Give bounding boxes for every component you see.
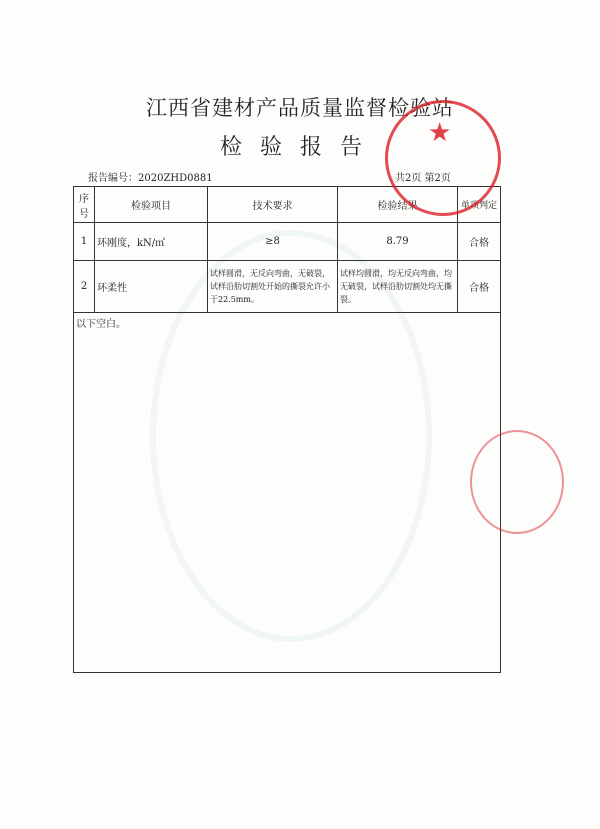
report-number: 报告编号：2020ZHD0881	[88, 173, 213, 184]
table-row	[74, 261, 501, 313]
row-no: 1	[74, 223, 95, 261]
results-table	[73, 186, 501, 673]
page-count: 共2页 第2页	[395, 173, 451, 184]
header-item: 检验项目	[95, 187, 208, 223]
row-result: 8.79	[338, 223, 458, 261]
official-seal	[385, 100, 501, 216]
row-result: 试样均圆滑，均无反向弯曲，均无破裂，试样沿肋切割处均无撕裂。	[338, 261, 458, 313]
table-row	[74, 223, 501, 261]
header-req: 技术要求	[208, 187, 338, 223]
blank-note: 以下空白。	[74, 313, 501, 673]
org-title: 江西省建材产品质量监督检验站	[146, 96, 454, 120]
header-result: 检验结果	[338, 187, 458, 223]
blank-row	[74, 313, 501, 673]
doc-title: 检验报告	[219, 135, 380, 160]
row-no: 2	[74, 261, 95, 313]
seal-star-icon: ★	[428, 118, 452, 148]
partial-seal	[470, 430, 564, 534]
header-verdict: 单项判定	[458, 187, 501, 223]
row-item: 环刚度，kN/㎡	[95, 223, 208, 261]
row-verdict: 合格	[458, 223, 501, 261]
row-req: ≥8	[208, 223, 338, 261]
row-verdict: 合格	[458, 261, 501, 313]
header-no: 序号	[74, 187, 95, 223]
row-req: 试样圆滑，无反向弯曲，无破裂，试样沿肋切割处开始的撕裂允许小于22.5mm。	[208, 261, 338, 313]
row-item: 环柔性	[95, 261, 208, 313]
